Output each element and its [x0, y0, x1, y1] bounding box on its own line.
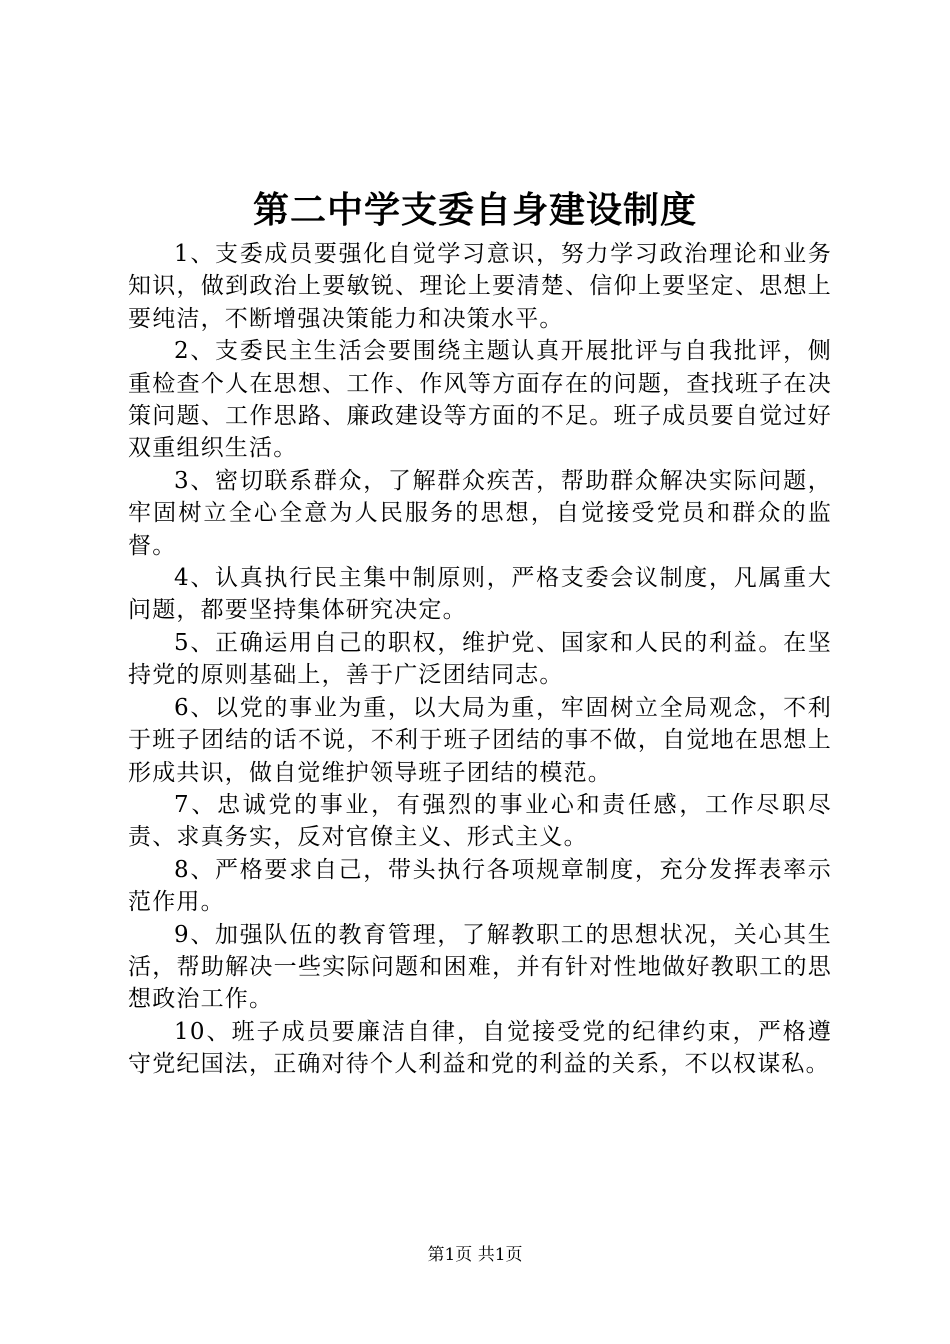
- paragraph-1: 1、支委成员要强化自觉学习意识，努力学习政治理论和业务知识，做到政治上要敏锐、理论上要清楚、信仰上要坚定、思想上要纯洁，不断增强决策能力和决策水平。: [128, 241, 832, 332]
- paragraph-2: 2、支委民主生活会要围绕主题认真开展批评与自我批评，侧重检查个人在思想、工作、作风等方面存在的问题，查找班子在决策问题、工作思路、廉政建设等方面的不足。班子成员要自觉过好双重组织生活。: [128, 338, 832, 462]
- paragraph-7: 7、忠诚党的事业，有强烈的事业心和责任感，工作尽职尽责、求真务实，反对官僚主义、形式主义。: [128, 791, 832, 851]
- page-number-footer: 第1页 共1页: [427, 1245, 523, 1265]
- paragraph-6: 6、以党的事业为重，以大局为重，牢固树立全局观念，不利于班子团结的话不说，不利于班子团结的事不做，自觉地在思想上形成共识，做自觉维护领导班子团结的模范。: [128, 694, 832, 786]
- paragraph-10: 10、班子成员要廉洁自律，自觉接受党的纪律约束，严格遵守党纪国法，正确对待个人利益和党的利益的关系，不以权谋私。: [128, 1018, 832, 1078]
- paragraph-5: 5、正确运用自己的职权，维护党、国家和人民的利益。在坚持党的原则基础上，善于广泛团结同志。: [128, 629, 832, 689]
- document-title: 第二中学支委自身建设制度: [252, 189, 697, 231]
- paragraph-9: 9、加强队伍的教育管理，了解教职工的思想状况，关心其生活，帮助解决一些实际问题和困难，并有针对性地做好教职工的思想政治工作。: [128, 921, 832, 1013]
- paragraph-3: 3、密切联系群众，了解群众疾苦，帮助群众解决实际问题，牢固树立全心全意为人民服务的思想，自觉接受党员和群众的监督。: [128, 467, 832, 559]
- paragraph-8: 8、严格要求自己，带头执行各项规章制度，充分发挥表率示范作用。: [128, 856, 832, 916]
- document-body: [128, 238, 832, 1081]
- paragraph-4: 4、认真执行民主集中制原则，严格支委会议制度，凡属重大问题，都要坚持集体研究决定。: [128, 565, 832, 624]
